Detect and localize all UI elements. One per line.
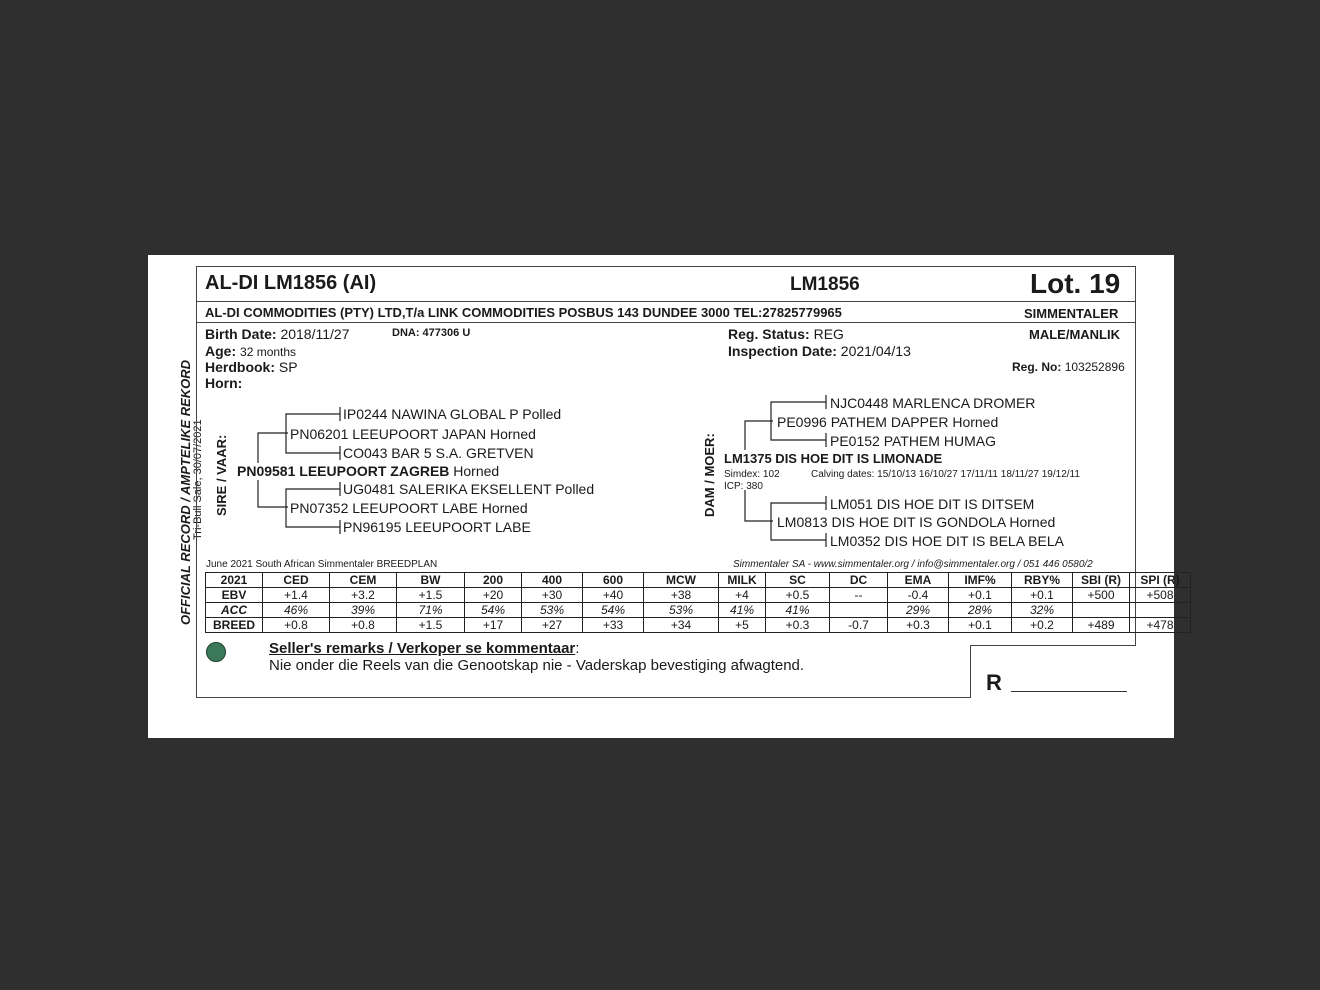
- breed-cell: +0.3: [766, 618, 830, 633]
- acc-cell: 32%: [1012, 603, 1073, 618]
- ebv-cell: +30: [522, 588, 583, 603]
- sire-dam-horn: Horned: [481, 500, 528, 516]
- acc-cell: 28%: [949, 603, 1012, 618]
- contact-line: Simmentaler SA - www.simmentaler.org / info@simmentaler.org / 051 446 0580/2: [733, 559, 1093, 570]
- ebv-header-cell: DC: [830, 573, 888, 588]
- acc-cell: [1130, 603, 1191, 618]
- acc-cell: 54%: [465, 603, 522, 618]
- ebv-cell: +40: [583, 588, 644, 603]
- sire-sire-horn: Horned: [489, 426, 536, 442]
- breed-cell: +1.5: [397, 618, 465, 633]
- ebv-cell: +0.1: [949, 588, 1012, 603]
- dam-sire-dam: PE0152 PATHEM HUMAG: [830, 433, 996, 449]
- sale-label: Tri-Bull Sale, 30/07/2021: [192, 419, 204, 540]
- dam-dam-dam: LM0352 DIS HOE DIT IS BELA BELA: [830, 533, 1064, 549]
- sire-dam-sire: [343, 481, 594, 497]
- sire-dam: [290, 500, 528, 516]
- sire-dam-name: PN07352 LEEUPOORT LABE: [290, 500, 478, 516]
- ebv-header-row: [206, 573, 1191, 588]
- breed-cell: +0.3: [888, 618, 949, 633]
- dam-icp: ICP: 380: [724, 481, 763, 492]
- remarks-colon: :: [575, 640, 580, 657]
- ebv-table: [205, 572, 1191, 633]
- breed-cell: +489: [1073, 618, 1130, 633]
- ebv-cell: +38: [644, 588, 719, 603]
- breed-cell: +478: [1130, 618, 1191, 633]
- inspection-value: 2021/04/13: [840, 343, 911, 359]
- ebv-header-cell: 2021: [206, 573, 263, 588]
- breedplan-source: June 2021 South African Simmentaler BREEDPLAN: [206, 559, 438, 570]
- age-value: 32 months: [240, 345, 297, 359]
- breed-cell: +17: [465, 618, 522, 633]
- breed-cell: BREED: [206, 618, 263, 633]
- breed-cell: +27: [522, 618, 583, 633]
- breed-cell: +0.2: [1012, 618, 1073, 633]
- acc-cell: 71%: [397, 603, 465, 618]
- sire-sire-sire-horn: Polled: [522, 406, 562, 422]
- dam-dam-sire: LM051 DIS HOE DIT IS DITSEM: [830, 496, 1035, 512]
- sire-label: SIRE / VAAR:: [214, 434, 229, 516]
- ebv-header-cell: SC: [766, 573, 830, 588]
- horn-label: Horn:: [205, 375, 243, 391]
- sire-dam-sire-horn: Polled: [555, 481, 595, 497]
- sire-dam-dam: PN96195 LEEUPOORT LABE: [343, 519, 531, 535]
- remarks-title-text: Seller's remarks / Verkoper se kommentaar: [269, 640, 576, 657]
- dam-dam-name: LM0813 DIS HOE DIT IS GONDOLA: [777, 514, 1006, 530]
- breed-cell: +34: [644, 618, 719, 633]
- dam-sire-sire: NJC0448 MARLENCA DROMER: [830, 395, 1036, 411]
- ebv-cell: +0.1: [1012, 588, 1073, 603]
- sire-name-text: PN09581 LEEUPOORT ZAGREB: [237, 463, 450, 479]
- acc-cell: ACC: [206, 603, 263, 618]
- acc-cell: 46%: [263, 603, 330, 618]
- acc-cell: [830, 603, 888, 618]
- acc-row: [206, 603, 1191, 618]
- dam-name: LM1375 DIS HOE DIT IS LIMONADE: [724, 451, 943, 466]
- simmentaler-logo-icon: [206, 642, 226, 662]
- breeder-line: AL-DI COMMODITIES (PTY) LTD,T/a LINK COMMODITIES POSBUS 143 DUNDEE 3000 TEL:27825779965: [205, 305, 842, 320]
- breed-cell: +0.8: [330, 618, 397, 633]
- ebv-header-cell: 600: [583, 573, 644, 588]
- breed-row: [206, 618, 1191, 633]
- herdbook-value: SP: [278, 359, 298, 375]
- remarks-title: [269, 640, 579, 657]
- ebv-cell: +20: [465, 588, 522, 603]
- sire-sire-sire-name: IP0244 NAWINA GLOBAL P: [343, 406, 519, 422]
- inspection-label: Inspection Date:: [728, 343, 837, 359]
- ebv-header-cell: RBY%: [1012, 573, 1073, 588]
- ebv-header-cell: CEM: [330, 573, 397, 588]
- ebv-header-cell: 400: [522, 573, 583, 588]
- ebv-header-cell: CED: [263, 573, 330, 588]
- remarks-text: Nie onder die Reels van die Genootskap nie - Vaderskap bevestiging afwagtend.: [269, 657, 805, 674]
- ebv-cell: +1.5: [397, 588, 465, 603]
- ebv-header-cell: MILK: [719, 573, 766, 588]
- herdbook-label: Herdbook:: [205, 359, 275, 375]
- sire-sire: [290, 426, 536, 442]
- acc-cell: [1073, 603, 1130, 618]
- ebv-header-cell: SBI (R): [1073, 573, 1130, 588]
- ebv-cell: --: [830, 588, 888, 603]
- dam-sire-name: PE0996 PATHEM DAPPER: [777, 414, 949, 430]
- ebv-header-cell: EMA: [888, 573, 949, 588]
- acc-cell: 53%: [522, 603, 583, 618]
- lot-number: Lot. 19: [1030, 268, 1121, 299]
- sire-sire-dam: CO043 BAR 5 S.A. GRETVEN: [343, 445, 534, 461]
- acc-cell: 29%: [888, 603, 949, 618]
- breed-cell: +5: [719, 618, 766, 633]
- dam-sire-horn: Horned: [952, 414, 999, 430]
- breed-label: SIMMENTALER: [1024, 306, 1119, 321]
- ebv-cell: +3.2: [330, 588, 397, 603]
- ebv-cell: +500: [1073, 588, 1130, 603]
- birth-date-value: 2018/11/27: [280, 326, 350, 342]
- ebv-header-cell: SPI (R): [1130, 573, 1191, 588]
- dam-dam: [777, 514, 1055, 530]
- breed-cell: +0.1: [949, 618, 1012, 633]
- dam-label: DAM / MOER:: [702, 433, 717, 517]
- acc-cell: 41%: [719, 603, 766, 618]
- breed-cell: -0.7: [830, 618, 888, 633]
- reg-no-value: 103252896: [1064, 360, 1125, 374]
- dam-calving-dates: Calving dates: 15/10/13 16/10/27 17/11/11 18/11/27 19/12/11: [811, 469, 1080, 480]
- official-record-label: OFFICIAL RECORD / AMPTELIKE REKORD: [178, 359, 193, 625]
- ebv-cell: +1.4: [263, 588, 330, 603]
- acc-cell: 41%: [766, 603, 830, 618]
- dam-simdex: Simdex: 102: [724, 469, 780, 480]
- sire-horn: Horned: [453, 463, 500, 479]
- dam-dam-horn: Horned: [1009, 514, 1056, 530]
- dam-sire: [777, 414, 998, 430]
- breed-cell: +0.8: [263, 618, 330, 633]
- breed-cell: +33: [583, 618, 644, 633]
- price-line[interactable]: [1011, 691, 1127, 692]
- ebv-header-cell: 200: [465, 573, 522, 588]
- ebv-header-cell: MCW: [644, 573, 719, 588]
- reg-status-value: REG: [813, 326, 844, 342]
- ebv-cell: -0.4: [888, 588, 949, 603]
- sire-name: [237, 463, 499, 479]
- acc-cell: 54%: [583, 603, 644, 618]
- sire-sire-name: PN06201 LEEUPOORT JAPAN: [290, 426, 487, 442]
- animal-id: LM1856: [790, 274, 860, 295]
- acc-cell: 39%: [330, 603, 397, 618]
- reg-status-label: Reg. Status:: [728, 326, 810, 342]
- ebv-cell: EBV: [206, 588, 263, 603]
- acc-cell: 53%: [644, 603, 719, 618]
- animal-name: AL-DI LM1856 (AI): [205, 272, 377, 294]
- ebv-header-cell: BW: [397, 573, 465, 588]
- reg-no-label: Reg. No:: [1012, 360, 1062, 374]
- sire-sire-sire: [343, 406, 561, 422]
- ebv-cell: +0.5: [766, 588, 830, 603]
- ebv-cell: +4: [719, 588, 766, 603]
- ebv-cell: +508: [1130, 588, 1191, 603]
- ebv-header-cell: IMF%: [949, 573, 1012, 588]
- dna: DNA: 477306 U: [392, 327, 471, 339]
- birth-date-label: Birth Date:: [205, 326, 277, 342]
- price-currency: R: [986, 670, 1002, 695]
- sex-label: MALE/MANLIK: [1029, 327, 1120, 342]
- age-label: Age:: [205, 343, 237, 359]
- ebv-row: [206, 588, 1191, 603]
- sire-dam-sire-name: UG0481 SALERIKA EKSELLENT: [343, 481, 552, 497]
